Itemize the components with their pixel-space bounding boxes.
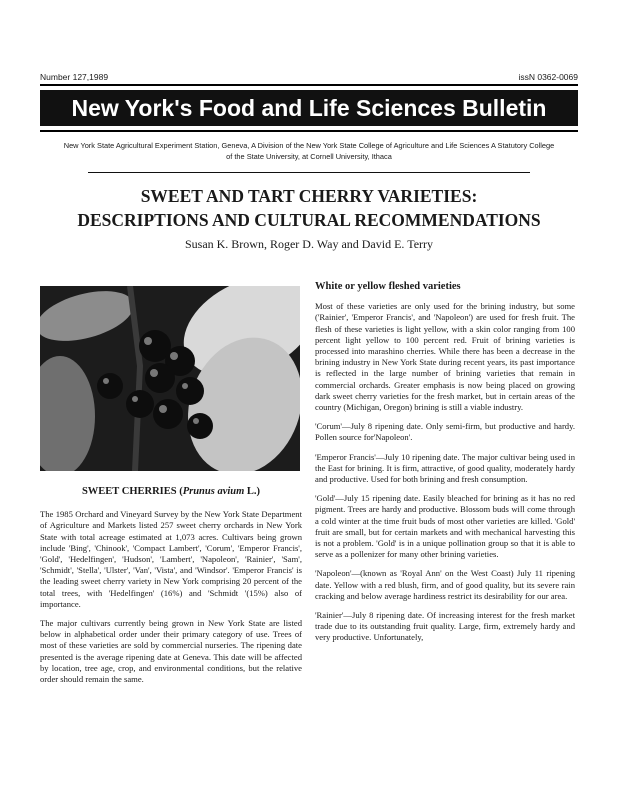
title-line-2: DESCRIPTIONS AND CULTURAL RECOMMENDATIONS: [77, 210, 541, 230]
variety-corum: 'Corum'—July 8 ripening date. Only semi-firm, but productive and hardy. Pollen source for'Napoleon'.: [315, 421, 575, 443]
variety-emperor-francis: 'Emperor Francis'—July 10 ripening date. The major cultivar being used in the East for brining. It is firm, attractive, of good quality, moderately hardy and productive. Used for both brining and fresh consumption.: [315, 451, 575, 485]
variety-rainier: 'Rainier'—July 8 ripening date. Of increasing interest for the fresh market trade due to its outstanding fruit quality. Large, firm, extremely hardy and very productive. Unfortunately,: [315, 610, 575, 643]
sweet-cherries-heading: SWEET CHERRIES (Prunus avium L.): [81, 486, 261, 497]
variety-napoleon: 'Napoleon'—(known as 'Royal Ann' on the West Coast) July 11 ripening date. Yellow with a red blush, firm, and of good quality, but its severe rain cracking and below average hardiness restrict its desirability for our area.: [315, 568, 575, 601]
right-column: [315, 281, 575, 652]
paragraph: Most of these varieties are only used for the brining industry, but some ('Rainier', 'Emperor Francis', and 'Napoleon') are used for fresh fruit. The flesh of these varieties is light yellow, with a skin color ranging from 100 percent light yellow to 100 percent red. Fruit of brining varieties is processed into marashino cherries. While there has been a decrease in the brining industry in New York State during recent years, its past importance is reflected in the large number of brining varieties that remain in commercial orchards. Greater emphasis is now being placed on growing dark sweet cherry varieties for the fresh market, but in certain areas of the country (Michigan, Oregon) brining is still a viable industry.: [315, 301, 575, 413]
variety-gold: 'Gold'—July 15 ripening date. Easily bleached for brining as it has no red pigment. Trees are hardy and productive. Blossom buds will come through a cold winter at the time fruit buds of most other varieties are killed. 'Gold' fruit are small, but for certain markets and with mechanical harvesting this is not a problem. 'Gold' is in a unique pollination group so that it is able to serve as a pollenizer for many other brining varieties.: [315, 493, 575, 560]
cherry-branch-photo: [40, 286, 300, 471]
paragraph: The major cultivars currently being grown in New York State are listed below in alphabetical order under their primary category of use. Trees of most of these varieties are sold by commercial nurseries. The ripening date presented is the average ripening date at Geneva. This date will be affected by location, tree age, crop, and environmental conditions, but the relative order should remain the same.: [40, 618, 302, 685]
bulletin-banner: [40, 84, 578, 132]
article-title: [40, 184, 578, 232]
title-line-1: SWEET AND TART CHERRY VARIETIES:: [140, 186, 478, 206]
issue-number: Number 127,1989: [40, 72, 109, 82]
issn: issN 0362-0069: [518, 72, 578, 82]
left-column: [40, 480, 302, 693]
paragraph: The 1985 Orchard and Vineyard Survey by the New York State Department of Agriculture and Markets listed 257 sweet cherry orchards in New York State with total acreage estimated at 1,073 acres. Cultivars being grown include 'Bing', 'Chinook', 'Compact Lambert', 'Corum', 'Emperor Francis', 'Gold', 'Hedelfingen', 'Hudson', 'Lambert', 'Napoleon', 'Rainier', 'Sam', 'Schmidt', 'Stella', 'Ulster', 'Van', 'Vista', and 'Windsor'. 'Emperor Francis' is the leading sweet cherry variety in New York comprising 20 percent of the total trees, with 'Hedelfingen' (16%) and 'Schmidt '(15%) also of importance.: [40, 509, 302, 609]
divider: [88, 172, 530, 173]
bulletin-title: New York's Food and Life Sciences Bulletin: [40, 90, 578, 126]
section-heading: White or yellow fleshed varieties: [315, 281, 461, 292]
authors: Susan K. Brown, Roger D. Way and David E. Terry: [184, 237, 434, 251]
affiliation: New York State Agricultural Experiment Station, Geneva, A Division of the New York State College of Agriculture and Life Sciences A Statutory College of the State University, at Cornell University, Ithaca: [63, 141, 555, 161]
